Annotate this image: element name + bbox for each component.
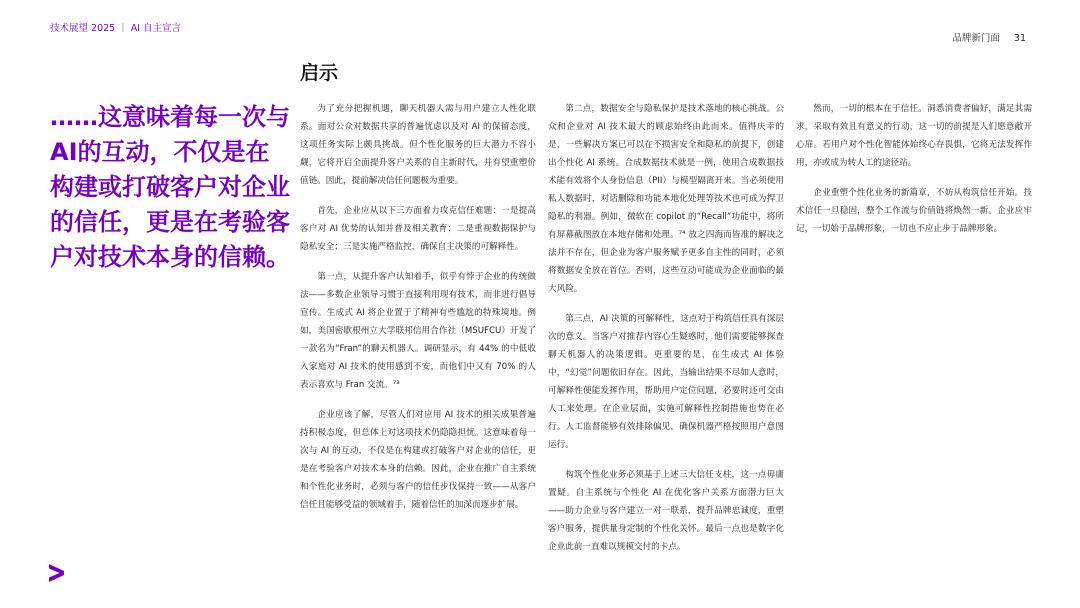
paragraph: 企业应该了解，尽管人们对应用 AI 技术的相关成果普遍持积极态度，但总体上对这项技术仍隐隐担忧。这意味着每一次与 AI 的互动，不仅是在构建或打破客户对企业的信任，更是在考验客户对技术本身的信赖。因此，企业在推广自主系统和个性化业务时，必须与客户的信任步伐保持一致——从客户信任且能够受益的领域着手，随着信任的加深而逐步扩展。 [300, 410, 536, 510]
paragraph: 然而，一切的根本在于信任。洞悉消费者偏好，满足其需求，采取有效且有意义的行动，这一切的前提是人们愿意敞开心扉。若用户对个性化智能体始终心存畏惧，它将无法发挥作用，亦或成为转人工的途径站。 [796, 104, 1032, 168]
pull-quote: ……这意味着每一次与AI的互动，不仅是在构建或打破客户对企业的信任，更是在考验客户对技术本身的信赖。 [50, 103, 290, 271]
text-column-3 [796, 100, 1032, 250]
paragraph: 首先，企业应从以下三方面着力攻克信任难题：一是提高客户对 AI 优势的认知并普及相关教育；二是重视数据保护与隐私安全；三是实施严格监控，确保自主决策的可解释性。 [300, 206, 536, 252]
chevron-right-icon [47, 562, 67, 584]
paragraph: 为了充分把握机遇，聊天机器人需与用户建立人性化联系。面对公众对数据共享的普遍忧虑以及对 AI 的保留态度，这项任务实际上颇具挑战。但个性化服务的巨大潜力不容小觑，它将开启全面提升客户关系的自主新时代，并有望重塑价值链。因此，提前解决信任问题极为重要。 [300, 104, 536, 186]
paragraph: 第二点，数据安全与隐私保护是技术落地的核心挑战。公众和企业对 AI 技术最大的顾虑始终由此而来。值得庆幸的是，一些解决方案已可以在不损害安全和隐私的前提下，创建出个性化 AI 系统。合成数据技术就是一例，使用合成数据技术能有效将个人身份信息（PII）与模型隔离开来。当必须使用私人数据时，对话删除和功能本地化处理等技术也可成为捍卫隐私的利器。例如，微软在 copilot 的“Recall”功能中，将所有屏幕截图放在本地存储和处理。⁷⁴ 放之四海而皆准的解决之法并不存在，但企业为客户服务赋予更多自主性的同时，必须将数据安全放在首位。否则，这些互动可能成为企业面临的最大风险。 [548, 104, 784, 294]
paragraph: 第一点，从提升客户认知着手，似乎有悖于企业的传统做法——多数企业领导习惯于直接利用现有技术，而非进行倡导宣传。生成式 AI 将企业置于了精神有些尴尬的特殊境地。例如，美国密歇根州立大学联邦信用合作社（MSUFCU）开发了一款名为“Fran”的聊天机器人。调研显示，有 44% 的中低收入家庭对 AI 技术的使用感到不安，而他们中又有 70% 的人表示喜欢与 Fran 交流。⁷³ [300, 272, 536, 390]
paragraph: 企业重塑个性化业务的新篇章，不妨从构筑信任开始。技术信任一旦稳固，整个工作流与价值链将焕然一新。企业应牢记，一切始于品牌形象，一切也不应止步于品牌形象。 [796, 188, 1032, 234]
page-number: 31 [1013, 33, 1026, 44]
report-title-header: 技术展望 2025 ｜ AI 自主宣言 [50, 23, 182, 34]
text-column-2 [548, 100, 784, 568]
paragraph: 第三点，AI 决策的可解释性，这点对于构筑信任具有深层次的意义。当客户对推荐内容心生疑惑时，他们需要能够探查聊天机器人的决策逻辑。更重要的是，在生成式 AI 体验中，“幻觉”问题依旧存在。因此，当输出结果不尽如人意时，可解释性便能发挥作用，帮助用户定位问题，必要时还可交由人工来处理。在企业层面，实施可解释性控制措施也势在必行。人工监督能够有效排除偏见，确保机器严格按照用户意图运行。 [548, 314, 784, 450]
section-header [952, 30, 1026, 44]
section-title: 启示 [300, 62, 339, 84]
section-name: 品牌新门面 [952, 33, 1000, 44]
text-column-1 [300, 100, 536, 526]
paragraph: 构筑个性化业务必须基于上述三大信任支柱，这一点毋庸置疑。自主系统与个性化 AI 在优化客户关系方面潜力巨大——助力企业与客户建立一对一联系，提升品牌忠诚度，重塑客户服务，提供量身定制的个性化关怀。最后一点也是数字化企业此前一直难以规模交付的卡点。 [548, 470, 784, 552]
